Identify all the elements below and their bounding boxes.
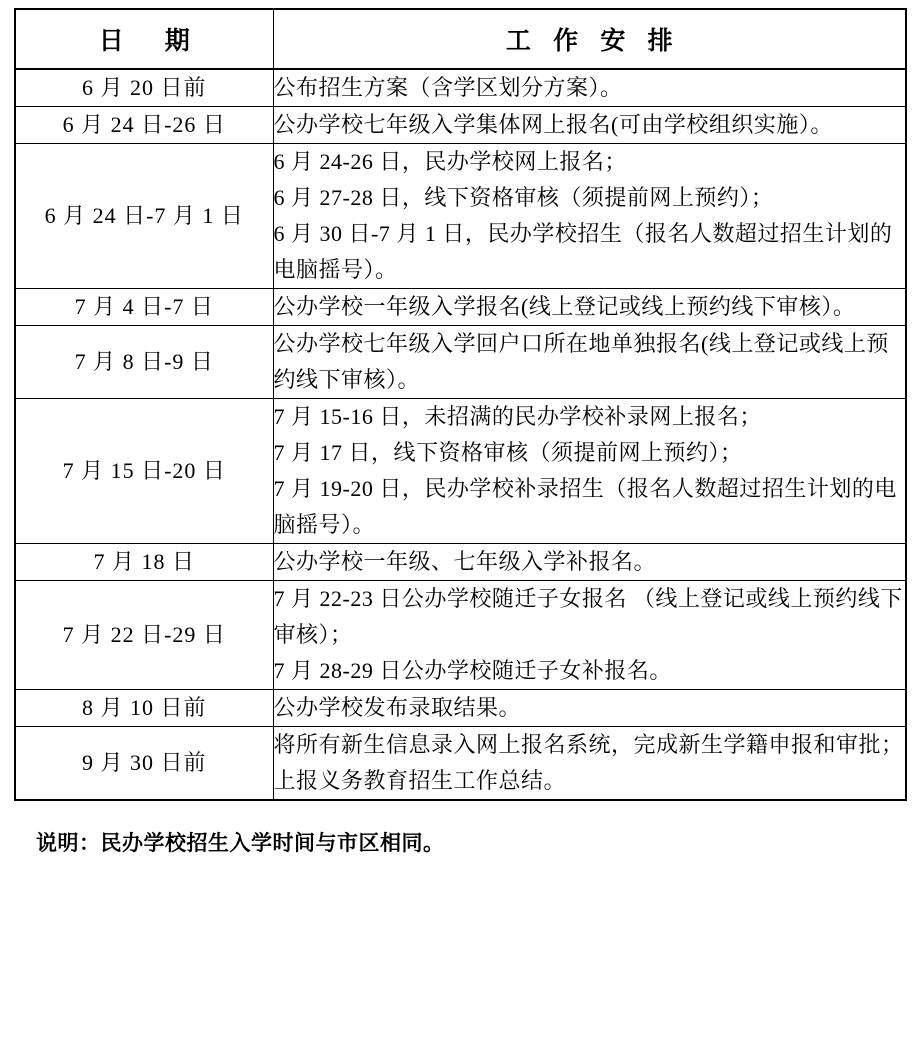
cell-work xyxy=(273,144,906,289)
work-line: 将所有新生信息录入网上报名系统，完成新生学籍申报和审批；上报义务教育招生工作总结。 xyxy=(273,732,904,793)
table-body xyxy=(15,69,906,800)
cell-work xyxy=(273,326,906,399)
cell-date: 9 月 30 日前 xyxy=(15,727,273,801)
work-line: 7 月 28-29 日公办学校随迁子女补报名。 xyxy=(273,658,672,683)
table-row xyxy=(15,581,906,690)
cell-date: 6 月 24 日-7 月 1 日 xyxy=(15,144,273,289)
table-row xyxy=(15,727,906,801)
cell-date: 6 月 24 日-26 日 xyxy=(15,107,273,144)
work-line: 公办学校七年级入学集体网上报名(可由学校组织实施）。 xyxy=(273,112,833,137)
work-line: 7 月 15-16 日，未招满的民办学校补录网上报名； xyxy=(273,404,762,429)
column-header-date: 日 期 xyxy=(15,9,273,69)
cell-work xyxy=(273,289,906,326)
cell-date: 6 月 20 日前 xyxy=(15,69,273,107)
work-line: 公布招生方案（含学区划分方案）。 xyxy=(273,75,623,100)
work-line: 公办学校发布录取结果。 xyxy=(273,695,522,720)
cell-work xyxy=(273,581,906,690)
work-line: 6 月 27-28 日，线下资格审核（须提前网上预约）； xyxy=(273,185,774,210)
cell-work xyxy=(273,544,906,581)
table-row xyxy=(15,107,906,144)
enrollment-schedule-table xyxy=(14,8,907,801)
cell-date: 7 月 8 日-9 日 xyxy=(15,326,273,399)
table-header-row xyxy=(15,9,906,69)
work-line: 公办学校一年级入学报名(线上登记或线上预约线下审核）。 xyxy=(273,294,856,319)
cell-work xyxy=(273,69,906,107)
table-row xyxy=(15,326,906,399)
cell-date: 8 月 10 日前 xyxy=(15,690,273,727)
cell-date: 7 月 4 日-7 日 xyxy=(15,289,273,326)
work-line: 公办学校一年级、七年级入学补报名。 xyxy=(273,549,657,574)
work-line: 6 月 24-26 日，民办学校网上报名； xyxy=(273,149,627,174)
table-row xyxy=(15,144,906,289)
table-header xyxy=(15,9,906,69)
cell-date: 7 月 18 日 xyxy=(15,544,273,581)
cell-work xyxy=(273,399,906,544)
table-row xyxy=(15,690,906,727)
work-line: 7 月 19-20 日，民办学校补录招生（报名人数超过招生计划的电脑摇号）。 xyxy=(273,476,897,537)
table-row xyxy=(15,544,906,581)
cell-work xyxy=(273,690,906,727)
column-header-work: 工 作 安 排 xyxy=(273,9,906,69)
cell-date: 7 月 22 日-29 日 xyxy=(15,581,273,690)
table-row xyxy=(15,289,906,326)
table-row xyxy=(15,399,906,544)
work-line: 6 月 30 日-7 月 1 日，民办学校招生（报名人数超过招生计划的电脑摇号）。 xyxy=(273,221,893,282)
work-line: 公办学校七年级入学回户口所在地单独报名(线上登记或线上预约线下审核）。 xyxy=(273,331,889,392)
work-line: 7 月 22-23 日公办学校随迁子女报名 （线上登记或线上预约线下审核）； xyxy=(273,586,903,647)
cell-work xyxy=(273,727,906,801)
footnote: 说明：民办学校招生入学时间与市区相同。 xyxy=(36,831,445,855)
cell-date: 7 月 15 日-20 日 xyxy=(15,399,273,544)
table-row xyxy=(15,69,906,107)
cell-work xyxy=(273,107,906,144)
work-line: 7 月 17 日，线下资格审核（须提前网上预约）； xyxy=(273,440,743,465)
